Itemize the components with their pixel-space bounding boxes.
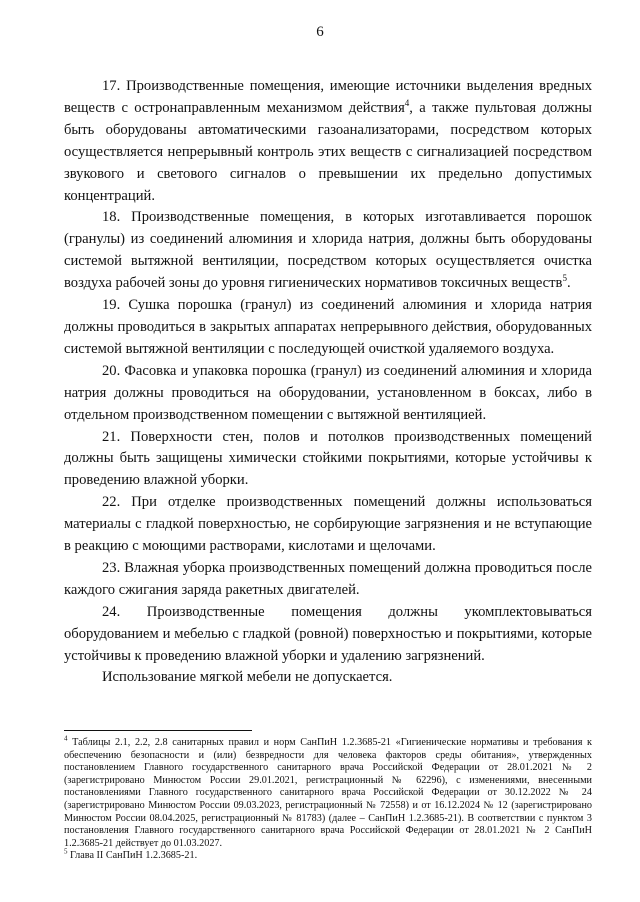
paragraph-text-cont: , а также пультовая должны быть оборудованы автоматическими газоанализаторами, посредством которых осуществляется непрерывный контроль этих веществ с сигнализацией посредством звукового и светового сигналов о превышении их предельно допустимых концентраций.: [64, 99, 592, 204]
paragraph-19: 19. Сушка порошка (гранул) из соединений алюминия и хлорида натрия должны проводиться в закрытых аппаратах непрерывного действия, оборудованных системой вытяжной вентиляции с последующей очисткой удаляемого воздуха.: [64, 297, 592, 357]
footnote-mark: 4: [64, 734, 68, 743]
paragraph-21: 21. Поверхности стен, полов и потолков производственных помещений должны быть защищены химически стойкими покрытиями, которые устойчивы к проведению влажной уборки.: [64, 428, 592, 489]
paragraph-text: 18. Производственные помещения, в которых изготавливается порошок (гранулы) из соединений алюминия и хлорида натрия, должны быть оборудованы системой вытяжной вентиляции, посредством которых осуществляется очистка воздуха рабочей зоны до уровня гигиенических нормативов токсичных веществ: [64, 209, 592, 292]
footnote-divider: [64, 730, 252, 731]
footnote-ref: 4: [404, 98, 410, 109]
paragraph-22: 22. При отделке производственных помещений должны использоваться материалы с гладкой поверхностью, не сорбирующие загрязнения и не вступающие в реакцию с моющими растворами, кислотами и щелочами.: [64, 494, 592, 555]
paragraph-24-note: Использование мягкой мебели не допускается.: [102, 669, 393, 686]
page-number: 6: [316, 24, 324, 40]
paragraph-18: [64, 207, 592, 295]
paragraph-text: 17. Производственные помещения, имеющие источники выделения вредных веществ с остронаправленным механизмом действия: [64, 78, 592, 116]
document-body: [64, 76, 592, 689]
footnote-mark: 5: [64, 847, 68, 856]
footnote-4: [64, 734, 592, 850]
footnote-text: Таблицы 2.1, 2.2, 2.8 санитарных правил и норм СанПиН 1.2.3685-21 «Гигиенические нормативы и требования к обеспечению безопасности и (или) безвредности для человека факторов среды обитания», утвержденных постановлением Главного государственного санитарного врача Российской Федерации от 28.01.2021 № 2 (зарегистрировано Минюстом России 29.01.2021, регистрационный № 62296), с изменениями, внесенными постановлениями Главного государственного санитарного врача Российской Федерации от 30.12.2022 № 24 (зарегистрировано Минюстом России 09.03.2023, регистрационный № 72558) и от 16.12.2024 № 12 (зарегистрировано Минюстом России 08.04.2025, регистрационный № 81783) (далее – СанПиН 1.2.3685-21). В соответствии с пунктом 3 постановления Главного государственного санитарного врача Российской Федерации от 28.01.2021 № 2 СанПиН 1.2.3685-21 действует до 01.03.2027.: [64, 737, 592, 849]
paragraph-20: 20. Фасовка и упаковка порошка (гранул) из соединений алюминия и хлорида натрия должны проводиться на оборудовании, установленном в боксах, либо в отдельном производственном помещении с вытяжной вентиляцией.: [64, 362, 592, 423]
paragraph-23: 23. Влажная уборка производственных помещений должна проводиться после каждого сжигания заряда ракетных двигателей.: [64, 559, 592, 598]
footnotes: [64, 730, 592, 863]
footnote-5: [64, 847, 592, 863]
paragraph-17: [64, 76, 592, 207]
paragraph-text-cont: .: [566, 275, 571, 292]
paragraph-24: 24. Производственные помещения должны укомплектовываться оборудованием и мебелью с гладкой (ровной) поверхностью и покрытиями, которые устойчивы к проведению влажной уборки и удалению загрязнений.: [64, 603, 592, 664]
footnote-text: Глава II СанПиН 1.2.3685-21.: [67, 850, 198, 862]
footnote-ref: 5: [562, 273, 567, 284]
